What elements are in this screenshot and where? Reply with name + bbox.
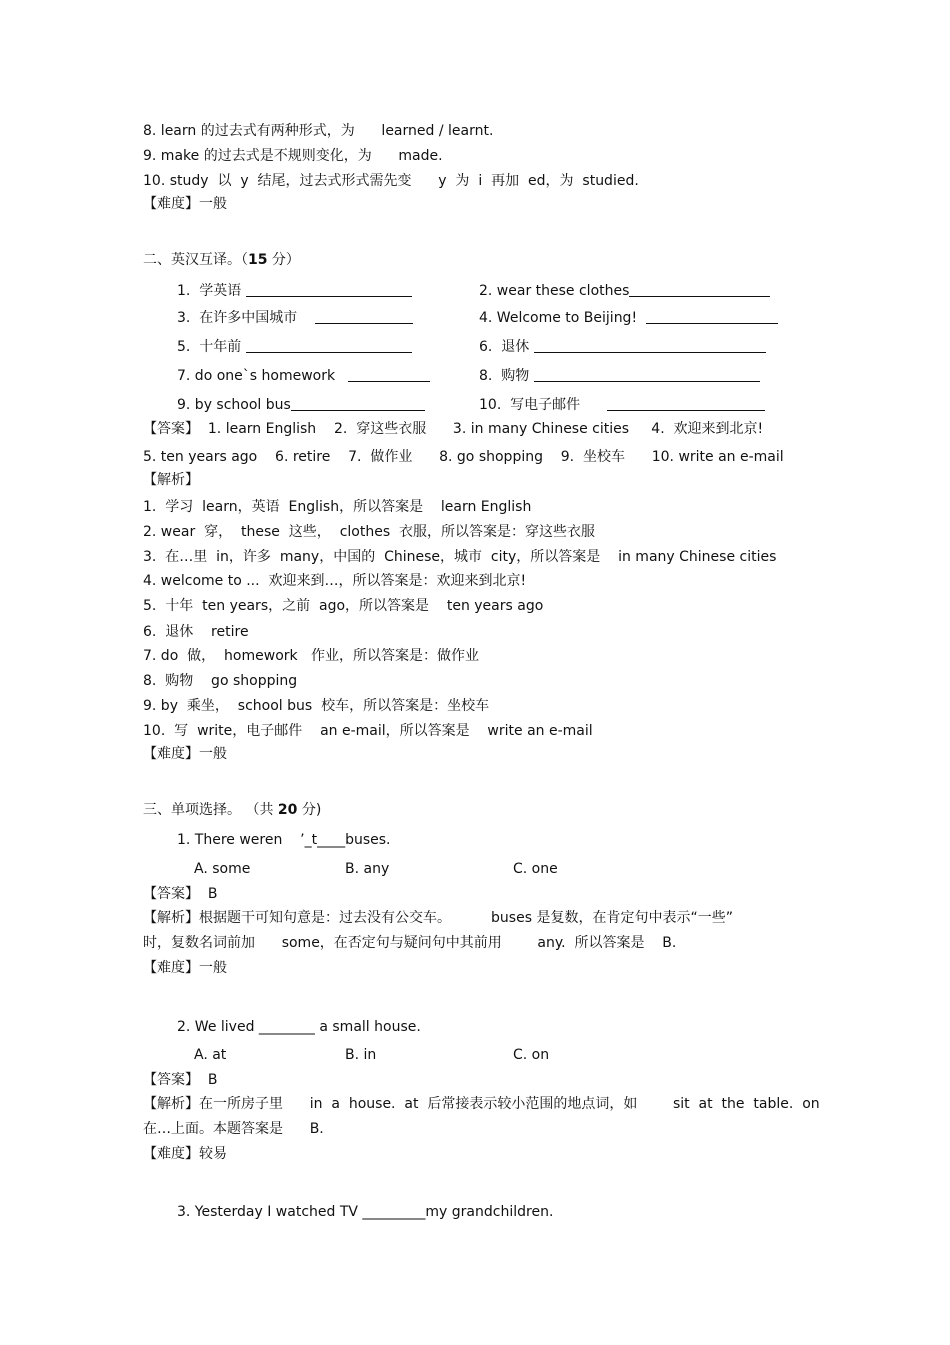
translation-item: 8. 购物: [479, 367, 760, 385]
analysis-line: 10. 写 write，电子邮件 an e-mail，所以答案是 write an e-mail: [143, 723, 593, 739]
analysis-line: 【解析】根据题干可知句意是：过去没有公交车。 buses 是复数，在肯定句中表示“一些”: [143, 910, 733, 926]
answer-blank[interactable]: [607, 396, 765, 411]
option-c[interactable]: C. one: [513, 861, 558, 877]
answer-blank[interactable]: [246, 282, 412, 297]
analysis-line: 2. wear 穿， these 这些， clothes 衣服，所以答案是：穿这些衣服: [143, 524, 596, 540]
question-stem: 3. Yesterday I watched TV _________my grandchildren.: [177, 1204, 554, 1220]
analysis-line: 【解析】在一所房子里 in a house. at 后常接表示较小范围的地点词，如 sit at the table. on: [143, 1096, 820, 1112]
question-stem: 2. We lived ________ a small house.: [177, 1019, 421, 1035]
difficulty-label: 【难度】一般: [143, 960, 227, 976]
explanation-line-9: 9. make 的过去式是不规则变化，为 made.: [143, 148, 443, 164]
answer-blank[interactable]: [291, 396, 425, 411]
option-b[interactable]: B. any: [345, 861, 390, 877]
option-a[interactable]: A. at: [194, 1047, 227, 1063]
answer-blank[interactable]: [534, 367, 760, 382]
translation-item: 3. 在许多中国城市: [177, 309, 413, 327]
analysis-line: 8. 购物 go shopping: [143, 673, 298, 689]
analysis-label: 【解析】: [143, 472, 199, 488]
option-a[interactable]: A. some: [194, 861, 251, 877]
question-stem: 1. There weren ’_t____buses.: [177, 832, 391, 848]
analysis-line: 3. 在…里 in，许多 many，中国的 Chinese，城市 city，所以答案是 in many Chinese cities: [143, 549, 777, 565]
translation-item: 2. wear these clothes: [479, 282, 770, 300]
section-heading: 三、单项选择。 （共 20 分): [143, 802, 322, 818]
translation-item: 4. Welcome to Beijing!: [479, 309, 778, 327]
translation-item: 9. by school bus: [177, 396, 425, 414]
answer-blank[interactable]: [348, 367, 430, 382]
analysis-line: 5. 十年 ten years，之前 ago，所以答案是 ten years ago: [143, 598, 544, 614]
answer-line: 【答案】 1. learn English 2. 穿这些衣服 3. in many Chinese cities 4. 欢迎来到北京!: [143, 421, 764, 437]
answer-blank[interactable]: [246, 338, 412, 353]
option-b[interactable]: B. in: [345, 1047, 377, 1063]
translation-item: 10. 写电子邮件: [479, 396, 765, 414]
answer-blank[interactable]: [629, 282, 770, 297]
analysis-line: 时，复数名词前加 some，在否定句与疑问句中其前用 any. 所以答案是 B.: [143, 935, 677, 951]
analysis-line: 在…上面。本题答案是 B.: [143, 1121, 324, 1137]
translation-item: 7. do one`s homework: [177, 367, 430, 385]
answer-line: 5. ten years ago 6. retire 7. 做作业 8. go shopping 9. 坐校车 10. write an e-mail: [143, 449, 784, 465]
analysis-line: 7. do 做， homework 作业，所以答案是：做作业: [143, 648, 479, 664]
difficulty-label: 【难度】较易: [143, 1146, 227, 1162]
translation-item: 5. 十年前: [177, 338, 412, 356]
analysis-line: 9. by 乘坐， school bus 校车，所以答案是：坐校车: [143, 698, 490, 714]
translation-item: 1. 学英语: [177, 282, 412, 300]
difficulty-label: 【难度】一般: [143, 746, 227, 762]
option-c[interactable]: C. on: [513, 1047, 550, 1063]
section-heading: 二、英汉互译。（15 分）: [143, 252, 300, 268]
analysis-line: 4. welcome to ... 欢迎来到…，所以答案是：欢迎来到北京!: [143, 573, 527, 589]
answer-line: 【答案】 B: [143, 1072, 218, 1088]
translation-item: 6. 退休: [479, 338, 766, 356]
explanation-line-8: 8. learn 的过去式有两种形式，为 learned / learnt.: [143, 123, 494, 139]
answer-blank[interactable]: [534, 338, 766, 353]
answer-blank[interactable]: [315, 309, 413, 324]
explanation-line-10: 10. study 以 y 结尾，过去式形式需先变 y 为 i 再加 ed，为 studied.: [143, 173, 639, 189]
analysis-line: 6. 退休 retire: [143, 624, 249, 640]
difficulty-label: 【难度】一般: [143, 196, 227, 212]
answer-line: 【答案】 B: [143, 886, 218, 902]
answer-blank[interactable]: [646, 309, 778, 324]
analysis-line: 1. 学习 learn，英语 English，所以答案是 learn English: [143, 499, 532, 515]
